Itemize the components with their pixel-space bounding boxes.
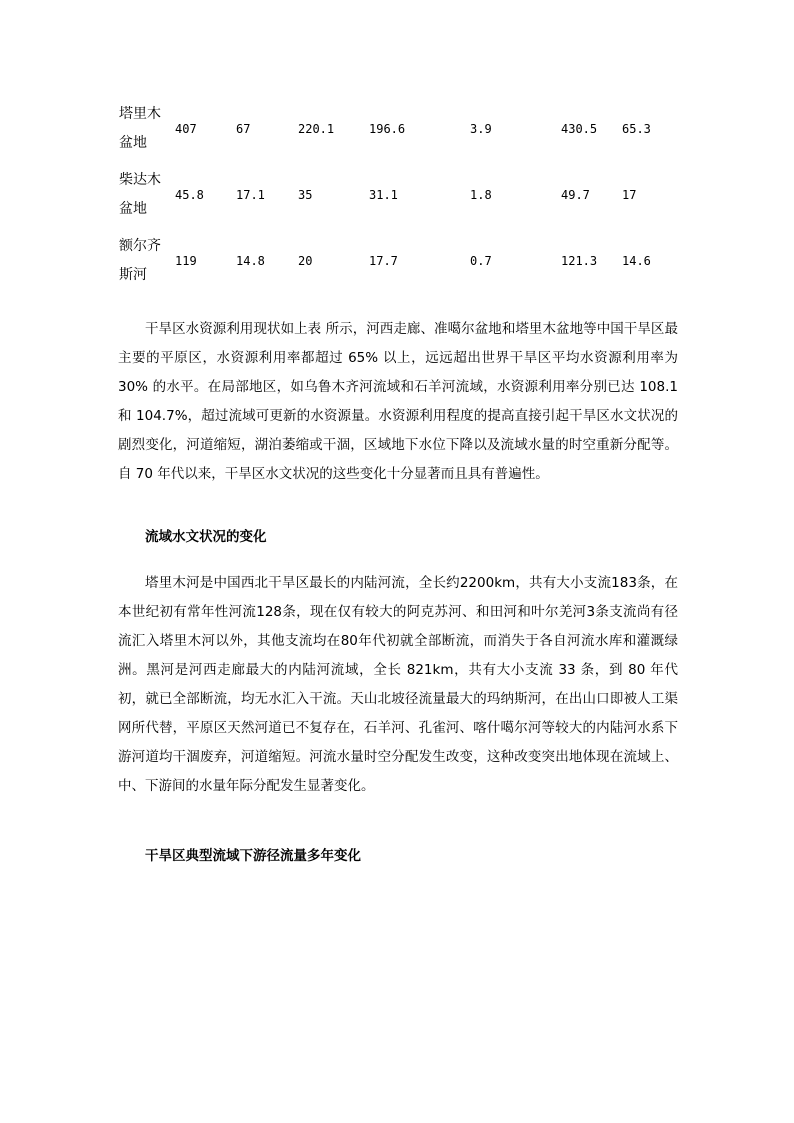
body-paragraph: 干旱区水资源利用现状如上表 所示，河西走廊、准噶尔盆地和塔里木盆地等中国干旱区最主要的平原区，水资源利用率都超过 65% 以上，远远超出世界干旱区平均水资源利用率为 30% 的水平。在局部地区，如乌鲁木齐河流域和石羊河流域，水资源利用率分别已达 108.1 和 104.7%，超过流域可更新的水资源量。水资源利用程度的提高直接引起干旱区水文状况的剧烈变化，河道缩短，湖泊萎缩或干涸，区域地下水位下降以及流域水量的时空重新分配等。自 70 年代以来，干旱区水文状况的这些变化十分显著而且具有普遍性。 <box>118 321 678 482</box>
table-cell: 65.3 <box>622 122 651 136</box>
region-name: 柴达木盆地 <box>119 172 161 217</box>
table-cell: 14.6 <box>622 254 651 268</box>
table-row <box>0 166 794 226</box>
table-cell: 196.6 <box>369 122 406 136</box>
table-cell: 17.1 <box>236 188 265 202</box>
table-cell: 35 <box>298 188 313 202</box>
table-cell: 0.7 <box>470 254 492 268</box>
section-heading: 干旱区典型流域下游径流量多年变化 <box>145 848 361 864</box>
table-cell: 220.1 <box>298 122 335 136</box>
table-cell: 407 <box>175 122 197 136</box>
body-paragraph: 塔里木河是中国西北干旱区最长的内陆河流，全长约2200km，共有大小支流183条，在本世纪初有常年性河流128条，现在仅有较大的阿克苏河、和田河和叶尔羌河3条支流尚有径流汇入塔里木河以外，其他支流均在80年代初就全部断流，而消失于各自河流水库和灌溉绿洲。黑河是河西走廊最大的内陆河流域，全长 821km，共有大小支流 33 条，到 80 年代初，就已全部断流，均无水汇入干流。天山北坡径流量最大的玛纳斯河，在出山口即被人工渠网所代替，平原区天然河道已不复存在，石羊河、孔雀河、喀什噶尔河等较大的内陆河水系下游河道均干涸废弃，河道缩短。河流水量时空分配发生改变，这种改变突出地体现在流域上、中、下游间的水量年际分配发生显著变化。 <box>118 575 678 794</box>
table-cell: 49.7 <box>561 188 590 202</box>
table-cell: 67 <box>236 122 251 136</box>
table-cell: 31.1 <box>369 188 398 202</box>
table-cell: 121.3 <box>561 254 598 268</box>
table-cell: 430.5 <box>561 122 598 136</box>
table-row <box>0 232 794 292</box>
table-cell: 3.9 <box>470 122 492 136</box>
region-name: 塔里木盆地 <box>119 106 161 151</box>
table-row <box>0 100 794 160</box>
table-cell: 1.8 <box>470 188 492 202</box>
table-cell: 119 <box>175 254 197 268</box>
section-heading: 流域水文状况的变化 <box>145 529 267 545</box>
table-cell: 17.7 <box>369 254 398 268</box>
table-cell: 14.8 <box>236 254 265 268</box>
table-cell: 45.8 <box>175 188 204 202</box>
table-cell: 20 <box>298 254 313 268</box>
region-name: 额尔齐斯河 <box>119 238 161 283</box>
table-cell: 17 <box>622 188 637 202</box>
